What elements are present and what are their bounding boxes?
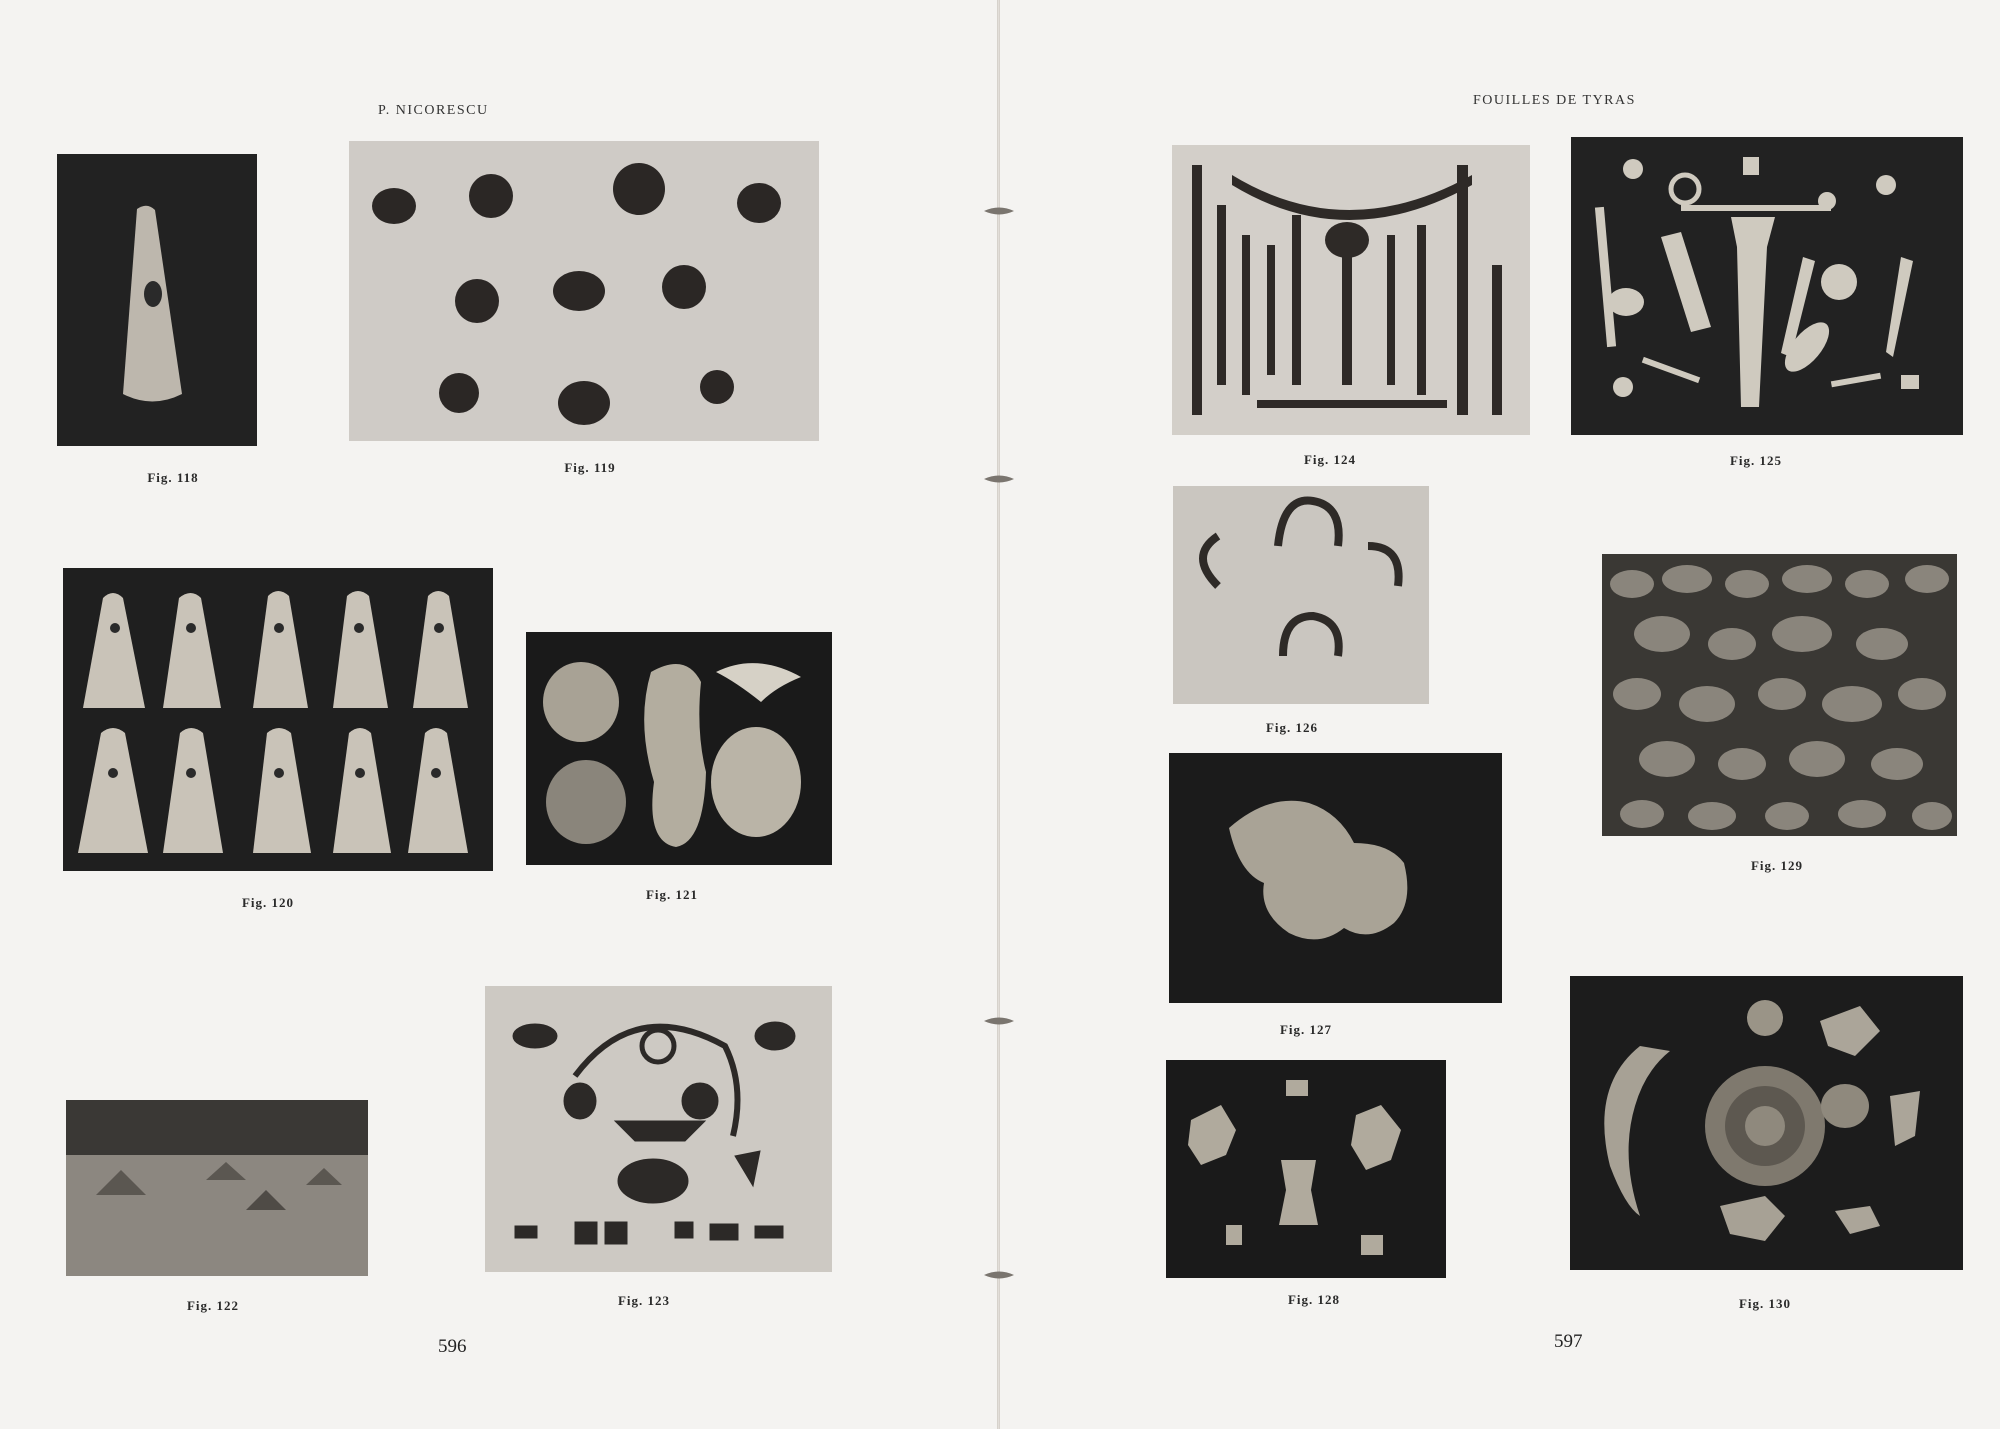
figure-127-photo [1169, 753, 1502, 1003]
figure-130-caption: Fig. 130 [1738, 1296, 1792, 1311]
figure-119-caption: Fig. 119 [564, 460, 616, 475]
figure-122-photo [66, 1100, 368, 1276]
figure-123-caption: Fig. 123 [617, 1293, 671, 1308]
figure-127-caption: Fig. 127 [1279, 1022, 1333, 1037]
figure-119-photo [349, 141, 819, 441]
right-page [1000, 0, 2000, 1429]
figure-129-caption: Fig. 129 [1750, 858, 1804, 873]
figure-126-caption: Fig. 126 [1265, 720, 1319, 735]
figure-124-caption: Fig. 124 [1303, 452, 1357, 467]
figure-125-caption: Fig. 125 [1729, 453, 1783, 468]
figure-120-photo [63, 568, 493, 871]
figure-128-caption: Fig. 128 [1287, 1292, 1341, 1307]
running-header-right: FOUILLES DE TYRAS [1473, 93, 1636, 108]
figure-126-photo [1173, 486, 1429, 704]
running-header-left: P. NICORESCU [378, 103, 489, 118]
figure-121-photo [526, 632, 832, 865]
figure-118-caption: Fig. 118 [147, 470, 199, 485]
figure-121-caption: Fig. 121 [645, 887, 699, 902]
page-number-right: 597 [1554, 1331, 1583, 1352]
figure-123-photo [485, 986, 832, 1272]
figure-120-caption: Fig. 120 [241, 895, 295, 910]
figure-130-photo [1570, 976, 1963, 1270]
page-number-left: 596 [438, 1336, 467, 1357]
figure-118-photo [57, 154, 257, 446]
figure-125-photo [1571, 137, 1963, 435]
left-page [0, 0, 995, 1429]
figure-129-photo [1602, 554, 1957, 836]
figure-124-photo [1172, 145, 1530, 435]
figure-128-photo [1166, 1060, 1446, 1278]
figure-122-caption: Fig. 122 [186, 1298, 240, 1313]
